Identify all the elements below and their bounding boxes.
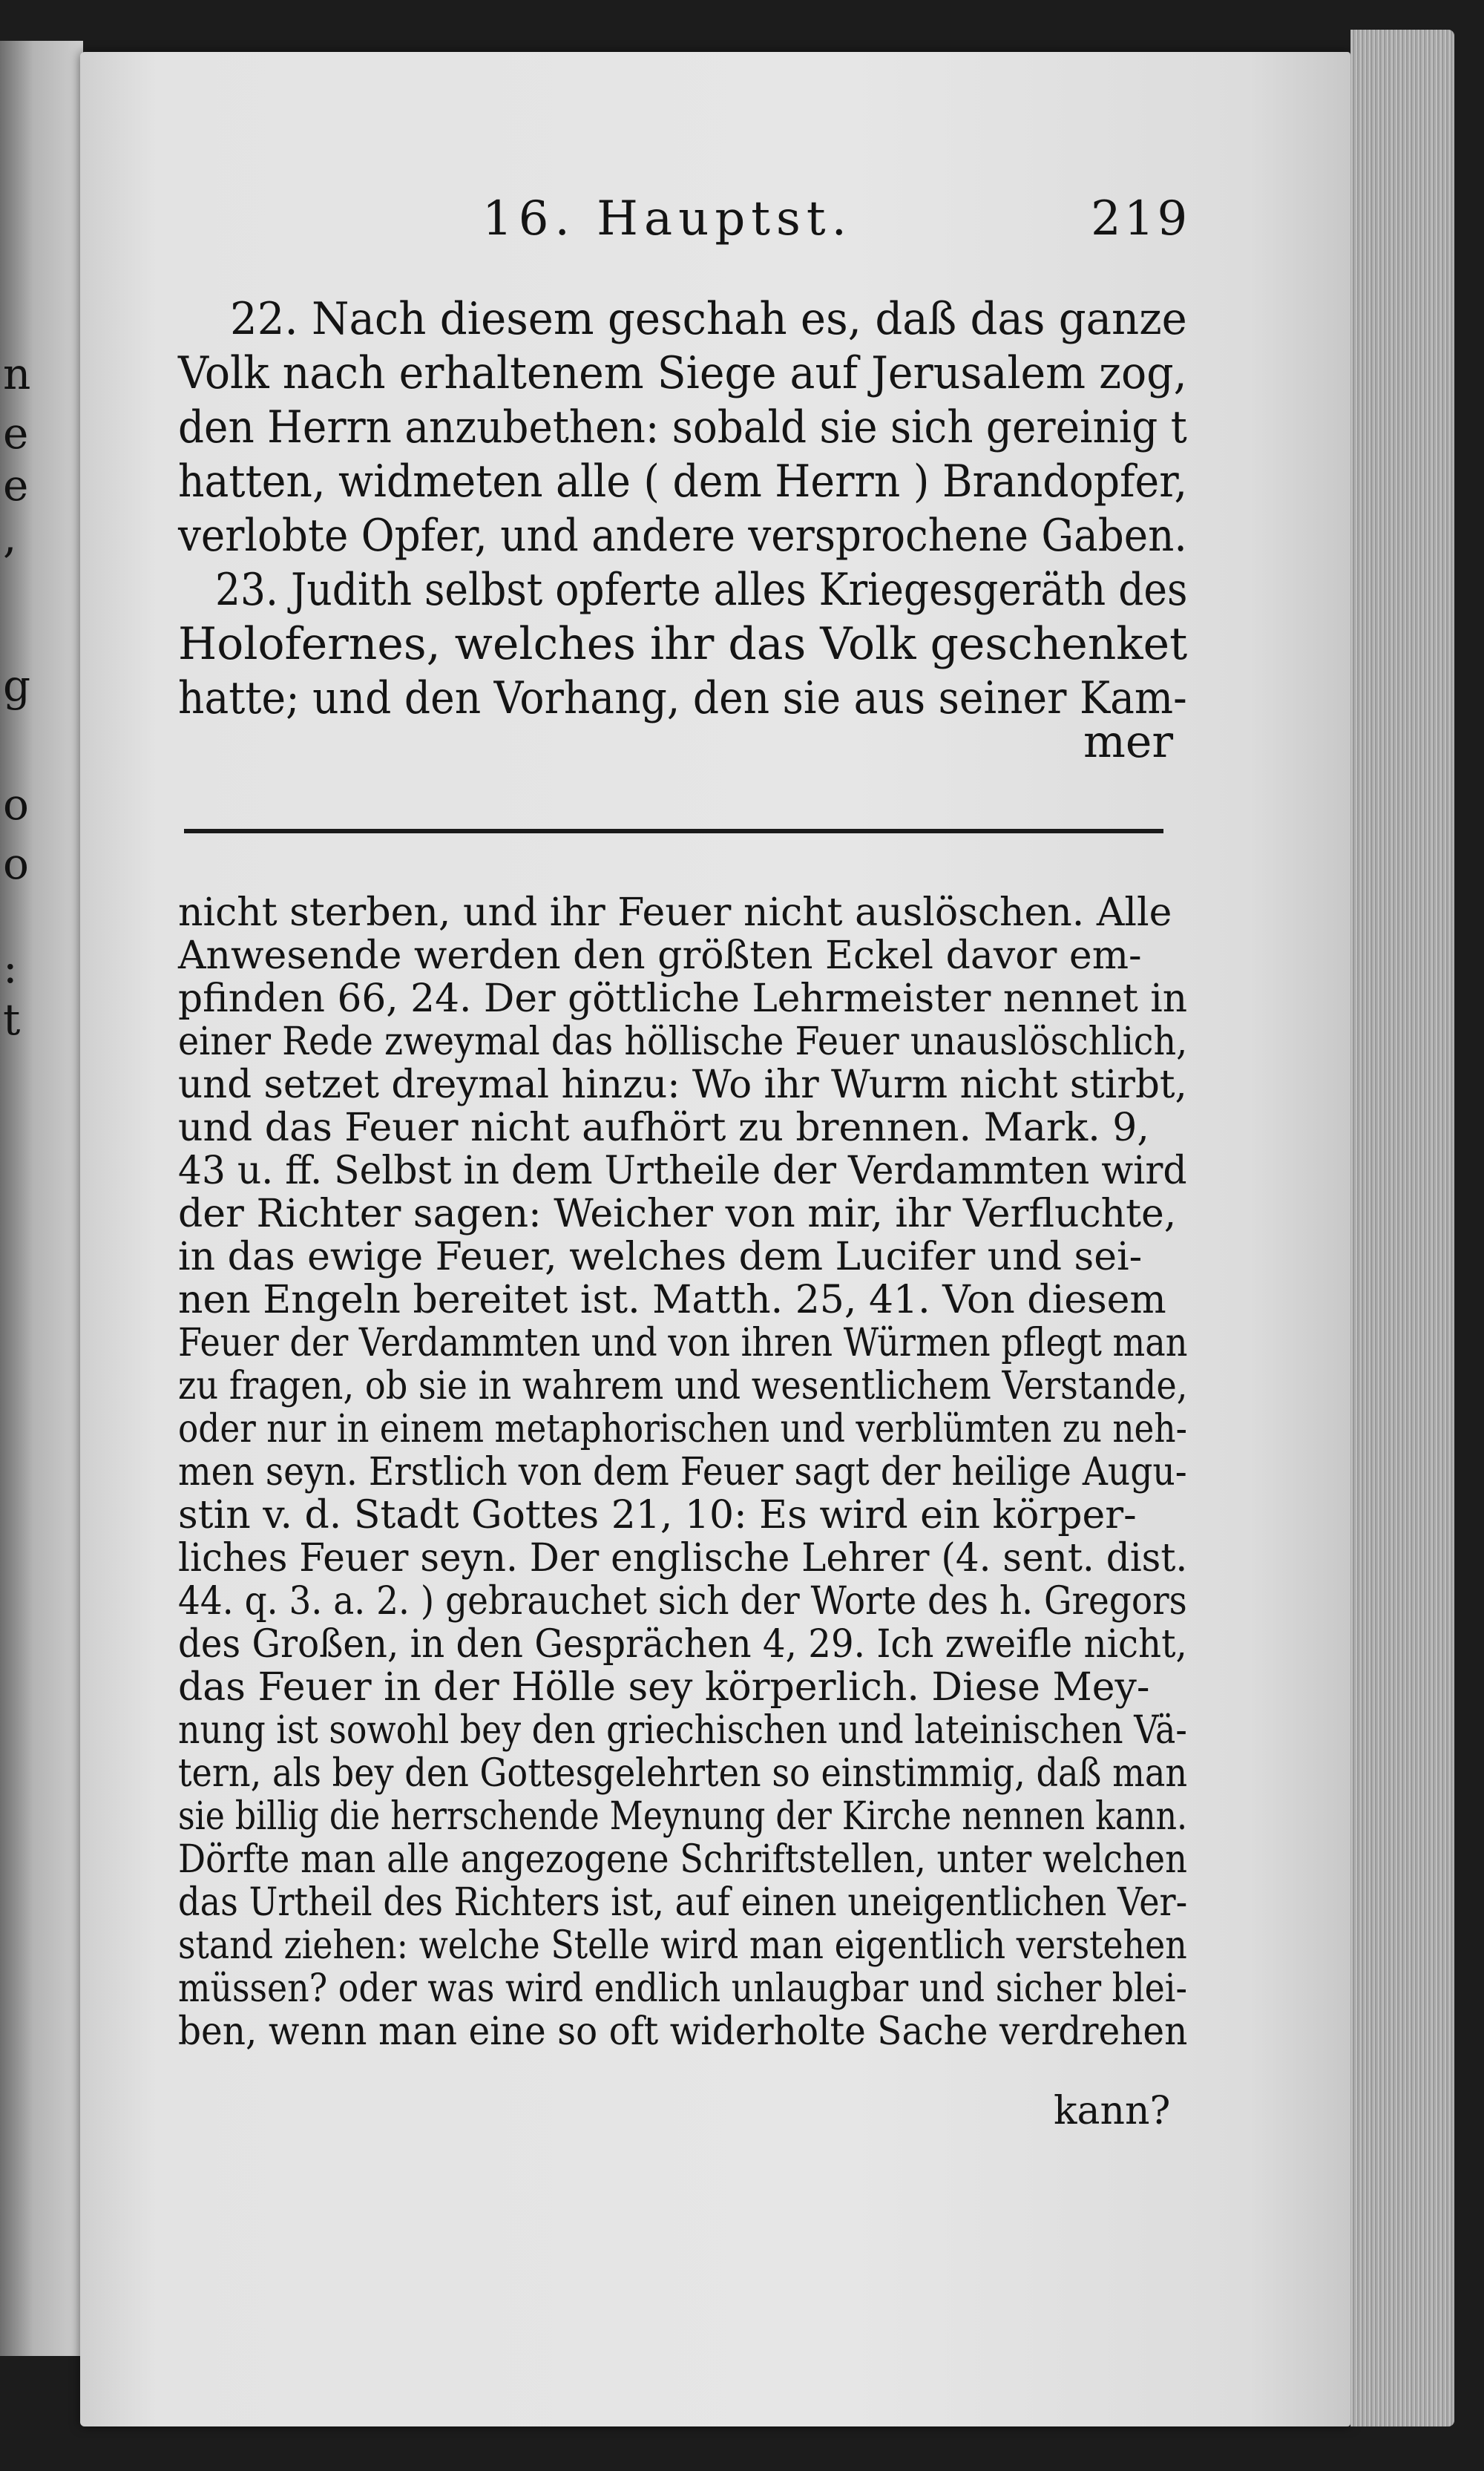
footnote-line: einer Rede zweymal das höllische Feuer unauslöschlich, bbox=[178, 1020, 1188, 1064]
footnote-line: Anwesende werden den größten Eckel davor em- bbox=[178, 933, 1142, 978]
footnote-line: müssen? oder was wird endlich unlaugbar und sicher blei- bbox=[178, 1966, 1187, 2011]
footnote-line: nicht sterben, und ihr Feuer nicht auslöschen. Alle bbox=[178, 890, 1172, 935]
footnote-line: das Urtheil des Richters ist, auf einen uneigentlichen Ver- bbox=[178, 1880, 1188, 1925]
previous-page-edge bbox=[0, 41, 83, 2356]
page-block-edges bbox=[1350, 30, 1454, 2426]
previous-page-fragment: : bbox=[3, 942, 18, 993]
main-text-line: 23. Judith selbst opferte alles Kriegesgeräth des bbox=[215, 564, 1188, 616]
footnote-rule bbox=[184, 829, 1163, 833]
footnote-catchword: kann? bbox=[1054, 2089, 1171, 2133]
previous-page-fragment: o bbox=[3, 779, 29, 830]
footnote-line: zu fragen, ob sie in wahrem und wesentlichem Verstande, bbox=[178, 1364, 1188, 1408]
footnote-line: in das ewige Feuer, welches dem Lucifer und sei- bbox=[178, 1235, 1143, 1279]
footnote-line: nen Engeln bereitet ist. Matth. 25, 41. Von diesem bbox=[178, 1278, 1166, 1322]
footnote-line: Feuer der Verdammten und von ihren Würmen pflegt man bbox=[178, 1321, 1188, 1365]
footnote-line: und setzet dreymal hinzu: Wo ihr Wurm nicht stirbt, bbox=[178, 1063, 1187, 1107]
main-text-line: verlobte Opfer, und andere versprochene Gaben. bbox=[178, 510, 1187, 562]
previous-page-fragment: n bbox=[3, 349, 31, 399]
footnote-line: stand ziehen: welche Stelle wird man eigentlich verstehen bbox=[178, 1923, 1187, 1968]
footnote-line: ben, wenn man eine so oft widerholte Sache verdrehen bbox=[178, 2009, 1188, 2054]
footnote-line: Dörfte man alle angezogene Schriftstellen, unter welchen bbox=[178, 1837, 1187, 1882]
main-text-line: Volk nach erhaltenem Siege auf Jerusalem zog, bbox=[178, 347, 1187, 399]
footnote-line: men seyn. Erstlich von dem Feuer sagt der heilige Augu- bbox=[178, 1450, 1187, 1494]
previous-page-fragment: t bbox=[3, 994, 21, 1045]
footnote-line: stin v. d. Stadt Gottes 21, 10: Es wird ein körper- bbox=[178, 1493, 1137, 1538]
footnote-line: 44. q. 3. a. 2. ) gebrauchet sich der Worte des h. Gregors bbox=[178, 1579, 1187, 1624]
main-text-line: 22. Nach diesem geschah es, daß das ganze bbox=[230, 293, 1187, 345]
footnote-line: nung ist sowohl bey den griechischen und lateinischen Vä- bbox=[178, 1708, 1187, 1753]
main-text-line: hatte; und den Vorhang, den sie aus seiner Kam- bbox=[178, 672, 1187, 724]
footnote-line: 43 u. ff. Selbst in dem Urtheile der Verdammten wird bbox=[178, 1149, 1187, 1193]
footnote-line: sie billig die herrschende Meynung der Kirche nennen kann. bbox=[178, 1794, 1188, 1839]
catchword: mer bbox=[1083, 716, 1174, 768]
main-text-line: den Herrn anzubethen: sobald sie sich gereinig t bbox=[178, 401, 1187, 453]
footnote-line: des Großen, in den Gesprächen 4, 29. Ich zweifle nicht, bbox=[178, 1622, 1187, 1667]
previous-page-fragment: e bbox=[3, 408, 29, 459]
footnote-line: liches Feuer seyn. Der englische Lehrer (4. sent. dist. bbox=[178, 1536, 1188, 1581]
footnote-line: tern, als bey den Gottesgelehrten so einstimmig, daß man bbox=[178, 1751, 1188, 1796]
footnote-line: oder nur in einem metaphorischen und verblümten zu neh- bbox=[178, 1407, 1187, 1451]
footnote-line: der Richter sagen: Weicher von mir, ihr Verfluchte, bbox=[178, 1192, 1177, 1236]
running-head: 16. Hauptst. bbox=[482, 191, 853, 246]
previous-page-fragment: , bbox=[3, 512, 17, 562]
previous-page-fragment: g bbox=[3, 660, 31, 711]
previous-page-fragment: e bbox=[3, 460, 29, 511]
footnote-line: pfinden 66, 24. Der göttliche Lehrmeister nennet in bbox=[178, 977, 1188, 1021]
previous-page-fragment: o bbox=[3, 839, 29, 889]
footnote-line: und das Feuer nicht aufhört zu brennen. Mark. 9, bbox=[178, 1106, 1149, 1150]
main-text-line: Holofernes, welches ihr das Volk geschenket bbox=[178, 618, 1188, 670]
footnote-line: das Feuer in der Hölle sey körperlich. Diese Mey- bbox=[178, 1665, 1150, 1710]
main-text-line: hatten, widmeten alle ( dem Herrn ) Brandopfer, bbox=[178, 456, 1188, 508]
page-number: 219 bbox=[1091, 191, 1191, 246]
